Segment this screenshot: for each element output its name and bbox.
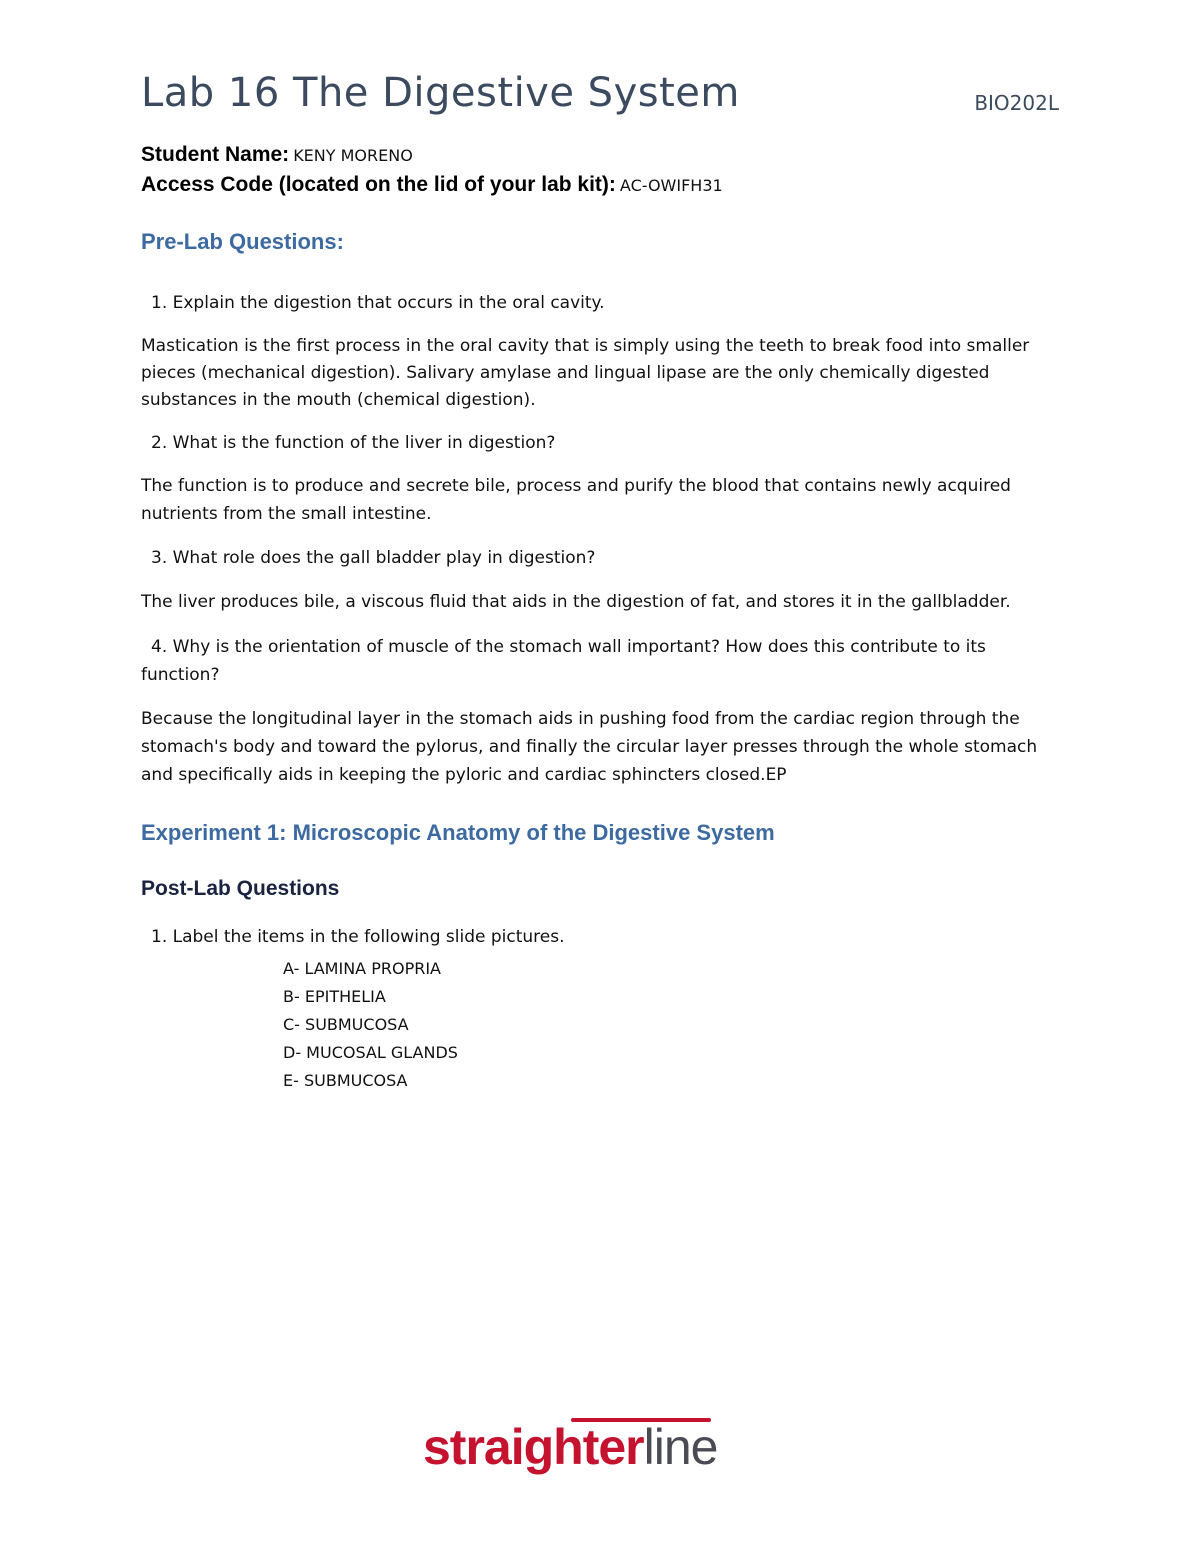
pre-lab-answer-4: Because the longitudinal layer in the stomach aids in pushing food from the cardiac region through the stomach's body and toward the pylorus, and finally the circular layer presses through the whole stomach and specifically aids in keeping the pyloric and cardiac sphincters closed.EP	[141, 709, 1038, 785]
logo-light-text: line	[643, 1419, 718, 1475]
pre-lab-answer-3: The liver produces bile, a viscous fluid that aids in the digestion of fat, and stores it in the gallbladder.	[141, 592, 1011, 612]
slide-label-d: D- MUCOSAL GLANDS	[283, 1043, 458, 1062]
slide-label-e: E- SUBMUCOSA	[283, 1071, 408, 1090]
student-name-value: KENY MORENO	[293, 146, 413, 165]
slide-label-a: A- LAMINA PROPRIA	[283, 959, 441, 978]
slide-label-list	[283, 955, 458, 1095]
pre-lab-question-1: 1. Explain the digestion that occurs in the oral cavity.	[151, 293, 605, 313]
logo-bold-text: straighter	[423, 1419, 644, 1475]
access-code-value: AC-OWIFH31	[619, 176, 723, 195]
pre-lab-question-2: 2. What is the function of the liver in digestion?	[151, 433, 556, 453]
post-lab-heading: Post-Lab Questions	[141, 877, 340, 900]
access-code-label: Access Code (located on the lid of your lab kit):	[141, 173, 616, 196]
post-lab-question-1: 1. Label the items in the following slide pictures.	[151, 927, 565, 947]
pre-lab-heading: Pre-Lab Questions:	[141, 229, 344, 254]
experiment-1-heading: Experiment 1: Microscopic Anatomy of the Digestive System	[141, 820, 775, 845]
slide-label-b: B- EPITHELIA	[283, 987, 386, 1006]
student-name-label: Student Name:	[141, 143, 290, 166]
pre-lab-question-3: 3. What role does the gall bladder play in digestion?	[151, 548, 596, 568]
student-name-line	[141, 142, 413, 167]
slide-label-c: C- SUBMUCOSA	[283, 1015, 409, 1034]
access-code-line	[141, 172, 723, 197]
pre-lab-answer-2: The function is to produce and secrete bile, process and purify the blood that contains newly acquired nutrients from the small intestine.	[141, 476, 1011, 524]
pre-lab-answer-1: Mastication is the first process in the oral cavity that is simply using the teeth to break food into smaller pieces (mechanical digestion). Salivary amylase and lingual lipase are the only chemically digested substances in the mouth (chemical digestion).	[141, 336, 1030, 410]
straighterline-logo	[423, 1412, 783, 1487]
pre-lab-question-4: 4. Why is the orientation of muscle of the stomach wall important? How does this contribute to its function?	[141, 637, 986, 685]
course-code: BIO202L	[974, 91, 1059, 115]
page-title: Lab 16 The Digestive System	[141, 70, 740, 116]
logo-wordmark	[423, 1412, 717, 1482]
